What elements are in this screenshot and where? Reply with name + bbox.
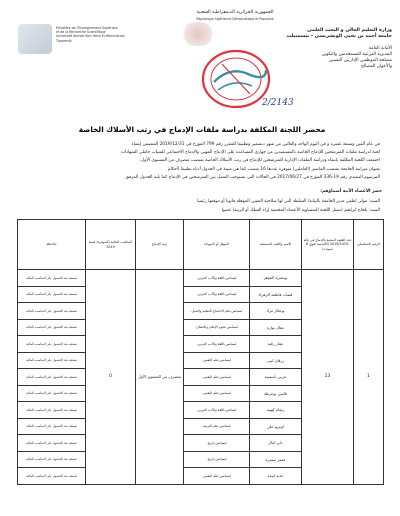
col-header: المؤهل أو الشهادة bbox=[184, 220, 250, 270]
note-cell: تستفيد بعد الحصول على المناصب المالية bbox=[18, 319, 86, 336]
col-header: رتبة الإدماج bbox=[136, 220, 184, 270]
note-cell: تستفيد بعد الحصول على المناصب المالية bbox=[18, 303, 86, 320]
header-fr-line: Université Ahmed Ben Yahia El-Wancharissi bbox=[56, 34, 125, 39]
header-ar-line: جامعة أحمد بن يحيى الونشريسي - تيسمبيلت bbox=[286, 34, 392, 39]
note-cell: تستفيد بعد الحصول على المناصب المالية bbox=[18, 468, 86, 485]
header-ar-line: وزارة التعليم العالي و البحث العلمي bbox=[307, 28, 392, 33]
col-header: ملاحظة bbox=[18, 220, 86, 270]
paragraph-line: في عام ألفين وتسعة عشرة و في اليوم الواحد والثلاثين من شهر ديسمبر وتطبيقا للمقرر رقم 799 المؤرخ في 2019/12/31 المتضمن إنشاء bbox=[131, 142, 380, 147]
header-fr-line: et de la Recherche Scientifique bbox=[56, 30, 106, 35]
note-cell: تستفيد بعد الحصول على المناصب المالية bbox=[18, 286, 86, 303]
header-fr-line: Ministère de l'Enseignement Supérieur bbox=[56, 26, 118, 30]
member-line: السيد: مولى لطفي مدير الجامعة بالنيابة/ السلطة التي لها صلاحية التعيين المؤهلة قانونا أو موقعها رئيسا bbox=[196, 199, 380, 204]
center-emblem bbox=[180, 22, 216, 46]
paragraph-line: لجنة لدراسة ملفات المترشحين للإدماج الخاصة بالمستفيدين من جهازي المساعدة على الإدماج المهني والإدماج الاجتماعي للشباب حاملي الشهادات bbox=[120, 150, 380, 156]
note-cell: تستفيد بعد الحصول على المناصب المالية bbox=[18, 385, 86, 402]
paragraph-line: اجتمعت اللجنة المكلفة بانتقاء ودراسة الملفات الإدارية للمترشحين للإدماج في رتب الأسلاك الخاصة بمنصب متصرف من المستوى الأول. bbox=[139, 158, 380, 164]
name-cell: اوبزيو علي bbox=[250, 418, 302, 435]
member-line: السيد: بلحاج ابراهيم (ممثل اللجنة المتساوية الأعضاء المختصة إزاء السلك أو الرتبة) عضوا bbox=[221, 208, 380, 213]
header-ar-line: والأعوان المصالح bbox=[361, 64, 392, 69]
note-cell: تستفيد بعد الحصول على المناصب المالية bbox=[18, 352, 86, 369]
contracts-count-cell: 13 bbox=[302, 270, 354, 485]
note-cell: تستفيد بعد الحصول على المناصب المالية bbox=[18, 418, 86, 435]
intro-paragraph bbox=[20, 141, 380, 182]
republic-title-ar: الجمهورية الجزائرية الديمقراطية الشعبية bbox=[196, 10, 274, 15]
name-cell: قصاب فاطمة الزهراء bbox=[250, 286, 302, 303]
degree-cell: ليسانس-علم النفس- bbox=[184, 352, 250, 369]
note-cell: تستفيد بعد الحصول على المناصب المالية bbox=[18, 336, 86, 353]
header-ar-block bbox=[282, 28, 392, 70]
degree-cell: ليسانس-اللغة والأدب العربي- bbox=[184, 270, 250, 287]
name-cell: بوعكاز مراد bbox=[250, 303, 302, 320]
name-cell: دلي امال bbox=[250, 435, 302, 452]
name-cell: قاسي بوعرطة bbox=[250, 385, 302, 402]
paragraph-line: المرسوم التنفيذي رقم 19-336 المؤرخ في 2017/06/27 في الحالات التي تستوجب الفصل بين المترشحين في الإدماج كما يليه الجدول المرفق bbox=[125, 174, 380, 180]
note-cell: تستفيد بعد الحصول على المناصب المالية bbox=[18, 270, 86, 287]
name-cell: حديد ليندة bbox=[250, 468, 302, 485]
name-cell: عقال نوارة bbox=[250, 319, 302, 336]
header-ar-line: مصلحة الموظفين الإداريين التقنيين bbox=[328, 58, 392, 63]
col-header: الاسم واللقب للمستفيد bbox=[250, 220, 302, 270]
posts-cell: 0 bbox=[86, 270, 136, 485]
name-cell: بوعمرة الجوهر bbox=[250, 270, 302, 287]
name-cell: زرقان لبنى bbox=[250, 352, 302, 369]
header-ar-line: المديرية الفرعية للمستخدمين والتكوين bbox=[321, 52, 392, 57]
note-cell: تستفيد بعد الحصول على المناصب المالية bbox=[18, 451, 86, 468]
republic-title-fr: République Algérienne Démocratique et Populaire bbox=[196, 17, 274, 21]
degree-cell: ليسانس-اللغة والأدب العربي- bbox=[184, 402, 250, 419]
degree-cell: ليسانس-علم الاجتماع التنظيم والعمل- bbox=[184, 303, 250, 320]
col-header: الرقم التسلسلي bbox=[354, 220, 384, 270]
col-header: المناصب المالية (الموفرة) لسنة 2019 bbox=[86, 220, 136, 270]
degree-cell: ليسانس-علم التربية- bbox=[184, 418, 250, 435]
degree-cell: ليسانس-اللغة والأدب العربي- bbox=[184, 286, 250, 303]
rank-cell: متصرف من المستوى الأول bbox=[136, 270, 184, 485]
name-cell: معمر سميرة bbox=[250, 451, 302, 468]
reference-number: 2/2143 bbox=[262, 98, 294, 108]
seq-cell: 1 bbox=[354, 270, 384, 485]
degree-cell: ليسانس-علم النفس- bbox=[184, 369, 250, 386]
note-cell: تستفيد بعد الحصول على المناصب المالية bbox=[18, 369, 86, 386]
degree-cell: ليسانس-علم النفس- bbox=[184, 468, 250, 485]
paragraph-line: بعنوان ميزانية الجامعة بمنصب الماستر (العاملين) متوفرة عددها 16 منصب كما هي مبينة في الجدول أدناه تطبيقا لأحكام bbox=[167, 166, 380, 172]
university-logo bbox=[18, 24, 52, 54]
header-fr-block bbox=[56, 26, 156, 43]
col-header: عدد العقود المعنية بالإدماج في غاية 2019/10/31 (الأقدمية تفوق 8 سنوات) bbox=[302, 220, 354, 270]
document-title: محضر اللجنة المكلفة بدراسة ملفات الإدماج في رتب الأسلاك الخاصة bbox=[78, 125, 326, 134]
header-ar-line: الأمانة العامة bbox=[368, 46, 392, 51]
header-fr-line: Tissemsilt bbox=[56, 38, 72, 43]
note-cell: تستفيد بعد الحصول على المناصب المالية bbox=[18, 435, 86, 452]
members-title: حضر الأعضاء الآتية أسماؤهم: bbox=[320, 189, 382, 194]
note-cell: تستفيد بعد الحصول على المناصب المالية bbox=[18, 402, 86, 419]
name-cell: عربي ياسمينة bbox=[250, 369, 302, 386]
degree-cell: ليسانس-علوم الإعلام والاتصال- bbox=[184, 319, 250, 336]
degree-cell: ليسانس-علم النفس- bbox=[184, 385, 250, 402]
degree-cell: ليسانس-تاريخ- bbox=[184, 451, 250, 468]
table-row bbox=[18, 270, 384, 287]
degree-cell: ليسانس-اللغة والأدب العربي- bbox=[184, 336, 250, 353]
degree-cell: ليسانس-تاريخ- bbox=[184, 435, 250, 452]
candidates-table bbox=[17, 219, 384, 485]
name-cell: عمار رقية bbox=[250, 336, 302, 353]
name-cell: رشام كهينة bbox=[250, 402, 302, 419]
